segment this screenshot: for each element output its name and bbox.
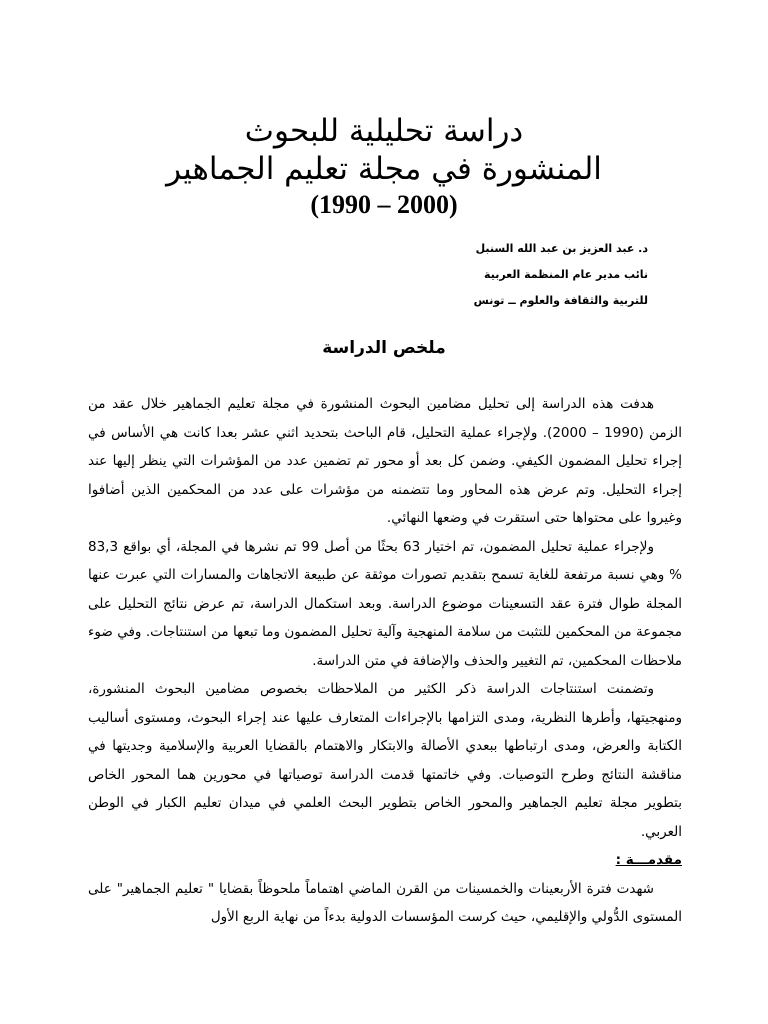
author-organization: للتربية والثقافة والعلوم ــ تونس — [473, 294, 648, 307]
body-text — [88, 390, 682, 932]
introduction-heading: مقدمـــة : — [615, 852, 682, 868]
author-name: د. عبد العزيز بن عبد الله السنبل — [475, 242, 648, 255]
abstract-paragraph-1: هدفت هذه الدراسة إلى تحليل مضامين البحوث المنشورة في مجلة تعليم الجماهير خلال عقد من الزمن (1990 – 2000). ولإجراء عملية التحليل، قام الباحث بتحديد اثني عشر بعدا كانت هي الأساس في إجراء تحليل المضمون الكيفي. وضمن كل بعد أو محور تم تضمين عدد من المؤشرات التي ينظر إليها عند إجراء التحليل. وتم عرض هذه المحاور وما تتضمنه من مؤشرات على عدد من المحكمين الذين أضافوا وغيروا على محتواها حتى استقرت في وضعها النهائي. — [88, 396, 682, 526]
abstract-paragraph-3: وتضمنت استنتاجات الدراسة ذكر الكثير من الملاحظات بخصوص مضامين البحوث المنشورة، ومنهجيتها، وأطرها النظرية، ومدى التزامها بالإجراءات المتعارف عليها عند إجراء البحوث، ومستوى أساليب الكتابة والعرض، ومدى ارتباطها ببعدي الأصالة والابتكار والاهتمام بالقضايا العربية والإسلامية وجديتها في مناقشة النتائج وطرح التوصيات. وفي خاتمتها قدمت الدراسة توصياتها في محورين هما المحور الخاص بتطوير مجلة تعليم الجماهير والمحور الخاص بتطوير البحث العلمي في ميدان تعليم الكبار في الوطن العربي. — [88, 681, 682, 840]
title-line-2: المنشورة في مجلة تعليم الجماهير — [166, 151, 602, 187]
introduction-paragraph-1: شهدت فترة الأربعينات والخمسينات من القرن الماضي اهتماماً ملحوظاً بقضايا " تعليم الجماهير" على المستوى الدُّولي والإقليمي، حيث كرست المؤسسات الدولية بدءاً من نهاية الربع الأول — [88, 880, 682, 925]
title-line-1: دراسة تحليلية للبحوث — [244, 113, 524, 149]
title-years: (1990 – 2000) — [310, 190, 458, 219]
abstract-heading: ملخص الدراسة — [322, 338, 446, 358]
document-title — [0, 112, 768, 222]
author-block — [474, 236, 648, 314]
abstract-paragraph-2: ولإجراء عملية تحليل المضمون، تم اختيار 63 بحثًا من أصل 99 تم نشرها في المجلة، أي بواقع 83,3 % وهي نسبة مرتفعة للغاية تسمح بتقديم تصورات موثقة عن طبيعة الاتجاهات والمسارات التي عبرت عنها المجلة طوال فترة عقد التسعينات موضوع الدراسة. وبعد استكمال الدراسة، تم عرض نتائج التحليل على مجموعة من المحكمين للتثبت من سلامة المنهجية وآلية تحليل المضمون وما تبعها من استنتاجات. وفي ضوء ملاحظات المحكمين، تم التغيير والحذف والإضافة في متن الدراسة. — [88, 538, 682, 669]
author-position: نائب مدير عام المنظمة العربية — [484, 268, 648, 281]
